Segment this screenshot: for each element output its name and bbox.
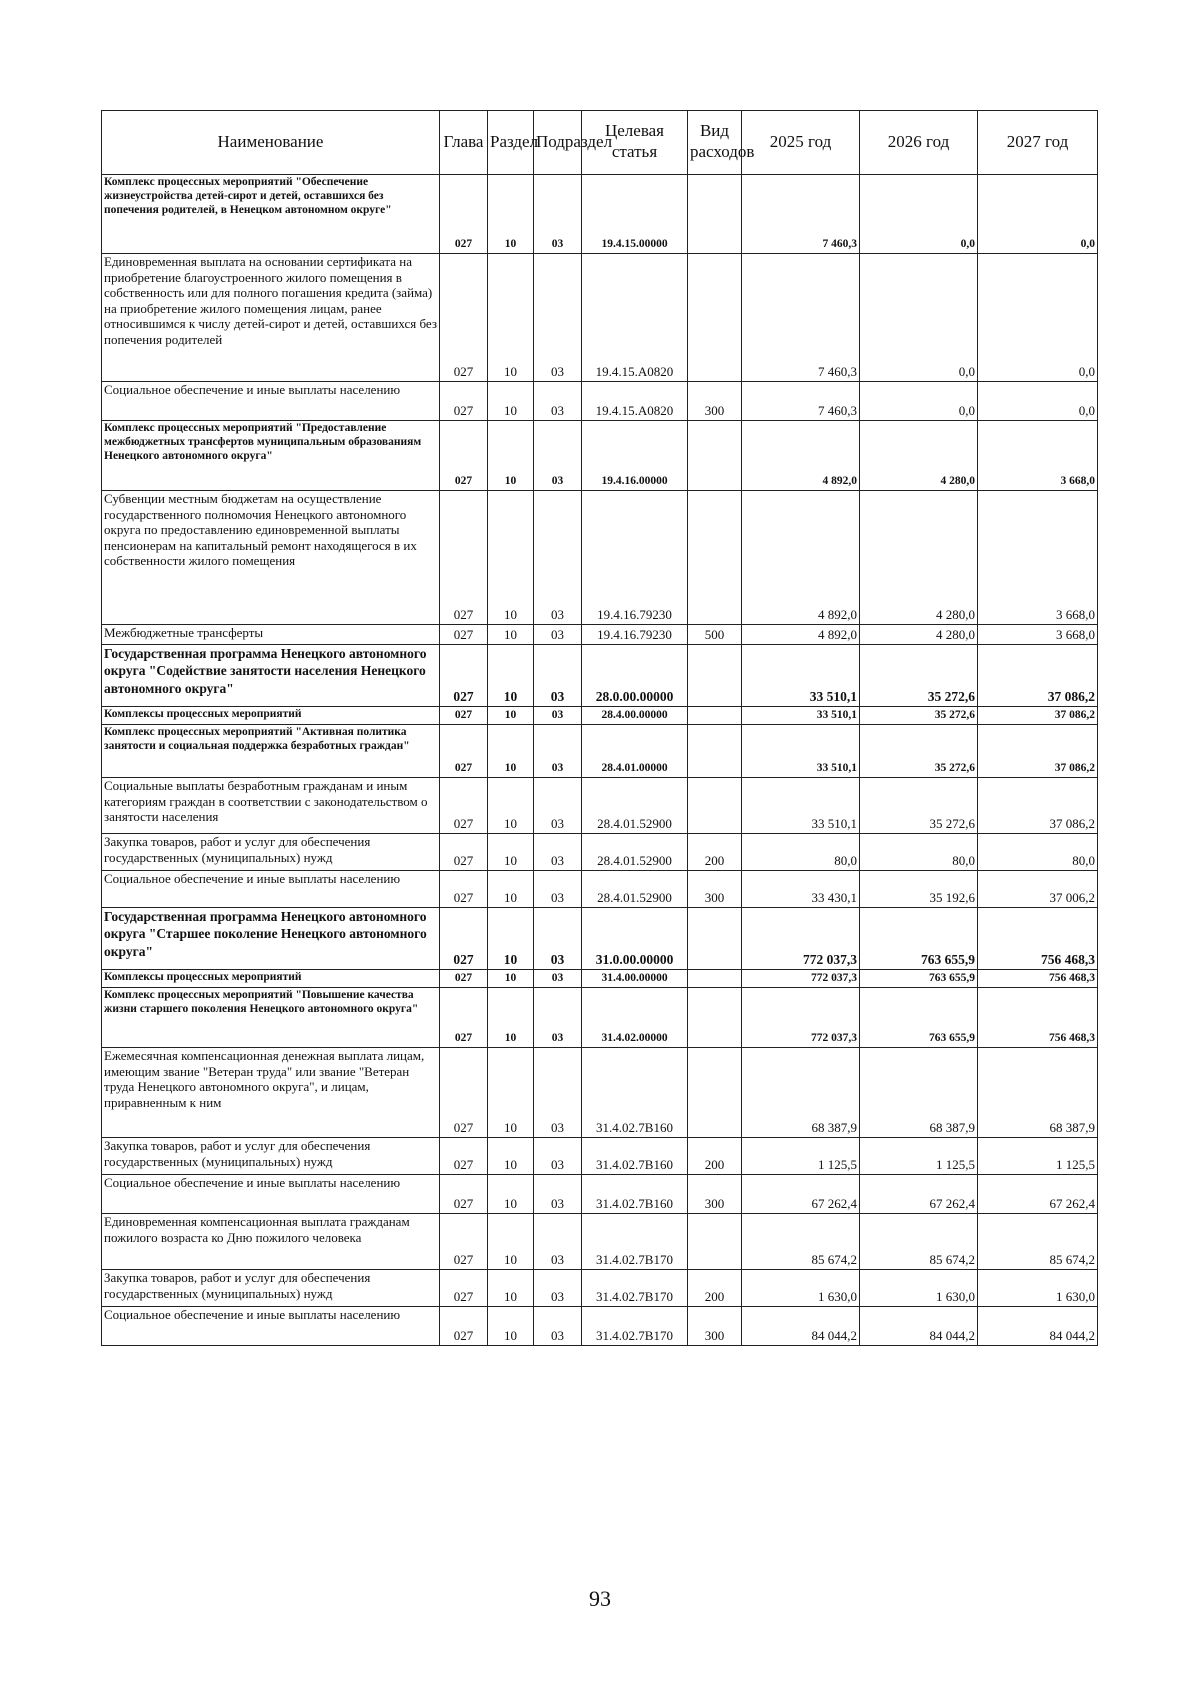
- row-target: 31.4.02.7В170: [582, 1214, 688, 1270]
- row-target: 19.4.15.А0820: [582, 382, 688, 421]
- row-chapter: 027: [440, 421, 488, 491]
- row-subsection: 03: [534, 707, 582, 725]
- row-name: Закупка товаров, работ и услуг для обеспечения государственных (муниципальных) нужд: [102, 834, 440, 871]
- row-name: Социальное обеспечение и иные выплаты населению: [102, 382, 440, 421]
- row-value-2027: 0,0: [978, 175, 1098, 254]
- row-chapter: 027: [440, 382, 488, 421]
- table-row: [102, 988, 1098, 1048]
- row-value-2027: 37 086,2: [978, 778, 1098, 834]
- table-row: [102, 645, 1098, 707]
- row-subsection: 03: [534, 645, 582, 707]
- row-subsection: 03: [534, 871, 582, 908]
- row-section: 10: [488, 382, 534, 421]
- row-subsection: 03: [534, 382, 582, 421]
- row-subsection: 03: [534, 778, 582, 834]
- row-subsection: 03: [534, 834, 582, 871]
- row-value-2027: 3 668,0: [978, 421, 1098, 491]
- row-value-2027: 85 674,2: [978, 1214, 1098, 1270]
- row-value-2026: 763 655,9: [860, 988, 978, 1048]
- row-name: Государственная программа Ненецкого автономного округа "Старшее поколение Ненецкого автономного округа": [102, 908, 440, 970]
- table-row: [102, 707, 1098, 725]
- row-target: 28.0.00.00000: [582, 645, 688, 707]
- row-chapter: 027: [440, 707, 488, 725]
- row-section: 10: [488, 1138, 534, 1175]
- row-target: 19.4.16.79230: [582, 625, 688, 645]
- header-2025: 2025 год: [742, 111, 860, 175]
- row-expense-type: [688, 491, 742, 625]
- row-target: 28.4.01.52900: [582, 834, 688, 871]
- row-subsection: 03: [534, 1307, 582, 1346]
- row-chapter: 027: [440, 1214, 488, 1270]
- row-value-2027: 756 468,3: [978, 988, 1098, 1048]
- header-section: Раздел: [488, 111, 534, 175]
- row-expense-type: [688, 175, 742, 254]
- row-subsection: 03: [534, 254, 582, 382]
- row-section: 10: [488, 725, 534, 778]
- row-chapter: 027: [440, 1270, 488, 1307]
- row-expense-type: 500: [688, 625, 742, 645]
- row-value-2025: 772 037,3: [742, 908, 860, 970]
- row-name: Комплекс процессных мероприятий "Активная политика занятости и социальная поддержка безработных граждан": [102, 725, 440, 778]
- row-value-2025: 772 037,3: [742, 988, 860, 1048]
- table-row: [102, 778, 1098, 834]
- row-expense-type: 300: [688, 1175, 742, 1214]
- page-number: 93: [589, 1586, 611, 1611]
- row-section: 10: [488, 834, 534, 871]
- row-expense-type: 300: [688, 382, 742, 421]
- row-value-2025: 1 125,5: [742, 1138, 860, 1175]
- row-subsection: 03: [534, 625, 582, 645]
- row-value-2026: 68 387,9: [860, 1048, 978, 1138]
- row-subsection: 03: [534, 908, 582, 970]
- row-value-2026: 35 272,6: [860, 707, 978, 725]
- row-name: Социальное обеспечение и иные выплаты населению: [102, 871, 440, 908]
- row-value-2026: 35 272,6: [860, 645, 978, 707]
- row-target: 28.4.01.00000: [582, 725, 688, 778]
- row-name: Субвенции местным бюджетам на осуществление государственного полномочия Ненецкого автономного округа по предоставлению единовременной выплаты пенсионерам на капитальный ремонт находящегося в их собственности жилого помещения: [102, 491, 440, 625]
- table-row: [102, 834, 1098, 871]
- row-expense-type: [688, 970, 742, 988]
- row-chapter: 027: [440, 778, 488, 834]
- row-target: 31.4.02.7В160: [582, 1048, 688, 1138]
- row-expense-type: [688, 645, 742, 707]
- row-subsection: 03: [534, 725, 582, 778]
- row-name: Закупка товаров, работ и услуг для обеспечения государственных (муниципальных) нужд: [102, 1270, 440, 1307]
- header-target: Целевая статья: [582, 111, 688, 175]
- row-value-2027: 3 668,0: [978, 491, 1098, 625]
- row-value-2026: 67 262,4: [860, 1175, 978, 1214]
- header-subsection: Подраздел: [534, 111, 582, 175]
- row-value-2027: 756 468,3: [978, 970, 1098, 988]
- row-value-2027: 67 262,4: [978, 1175, 1098, 1214]
- table-row: [102, 254, 1098, 382]
- row-target: 31.4.02.7В170: [582, 1307, 688, 1346]
- row-value-2025: 7 460,3: [742, 175, 860, 254]
- row-chapter: 027: [440, 625, 488, 645]
- row-value-2025: 33 510,1: [742, 725, 860, 778]
- row-value-2027: 0,0: [978, 254, 1098, 382]
- table-row: [102, 175, 1098, 254]
- row-value-2025: 7 460,3: [742, 254, 860, 382]
- row-value-2026: 0,0: [860, 254, 978, 382]
- row-expense-type: [688, 707, 742, 725]
- row-value-2027: 37 086,2: [978, 645, 1098, 707]
- row-value-2026: 4 280,0: [860, 625, 978, 645]
- table-row: [102, 382, 1098, 421]
- row-name: Комплексы процессных мероприятий: [102, 970, 440, 988]
- row-subsection: 03: [534, 1175, 582, 1214]
- row-target: 28.4.01.52900: [582, 778, 688, 834]
- table-row: [102, 625, 1098, 645]
- row-target: 31.0.00.00000: [582, 908, 688, 970]
- row-target: 28.4.00.00000: [582, 707, 688, 725]
- row-subsection: 03: [534, 1048, 582, 1138]
- row-name: Социальные выплаты безработным гражданам и иным категориям граждан в соответствии с законодательством о занятости населения: [102, 778, 440, 834]
- row-chapter: 027: [440, 725, 488, 778]
- row-expense-type: 300: [688, 871, 742, 908]
- row-section: 10: [488, 1048, 534, 1138]
- row-value-2025: 4 892,0: [742, 625, 860, 645]
- table-row: [102, 908, 1098, 970]
- row-value-2027: 84 044,2: [978, 1307, 1098, 1346]
- header-expense-type: Вид расходов: [688, 111, 742, 175]
- row-chapter: 027: [440, 908, 488, 970]
- row-subsection: 03: [534, 491, 582, 625]
- row-value-2026: 35 192,6: [860, 871, 978, 908]
- row-chapter: 027: [440, 871, 488, 908]
- row-chapter: 027: [440, 834, 488, 871]
- row-value-2026: 35 272,6: [860, 725, 978, 778]
- header-chapter: Глава: [440, 111, 488, 175]
- row-value-2025: 772 037,3: [742, 970, 860, 988]
- row-name: Ежемесячная компенсационная денежная выплата лицам, имеющим звание "Ветеран труда" или звание "Ветеран труда Ненецкого автономного округа", и лицам, приравненным к ним: [102, 1048, 440, 1138]
- table-row: [102, 1307, 1098, 1346]
- row-value-2026: 4 280,0: [860, 491, 978, 625]
- row-target: 19.4.16.00000: [582, 421, 688, 491]
- row-section: 10: [488, 491, 534, 625]
- row-section: 10: [488, 908, 534, 970]
- row-value-2027: 1 125,5: [978, 1138, 1098, 1175]
- row-value-2027: 68 387,9: [978, 1048, 1098, 1138]
- row-value-2025: 84 044,2: [742, 1307, 860, 1346]
- row-value-2025: 33 510,1: [742, 778, 860, 834]
- row-chapter: 027: [440, 970, 488, 988]
- row-expense-type: [688, 725, 742, 778]
- row-value-2026: 84 044,2: [860, 1307, 978, 1346]
- row-value-2027: 37 086,2: [978, 707, 1098, 725]
- row-expense-type: [688, 988, 742, 1048]
- row-value-2027: 37 086,2: [978, 725, 1098, 778]
- header-2026: 2026 год: [860, 111, 978, 175]
- row-section: 10: [488, 1270, 534, 1307]
- row-value-2026: 0,0: [860, 382, 978, 421]
- table-row: [102, 1175, 1098, 1214]
- budget-table: [101, 110, 1098, 1346]
- row-expense-type: 200: [688, 1270, 742, 1307]
- row-chapter: 027: [440, 1048, 488, 1138]
- row-section: 10: [488, 254, 534, 382]
- row-expense-type: [688, 1048, 742, 1138]
- row-chapter: 027: [440, 645, 488, 707]
- table-row: [102, 970, 1098, 988]
- table-row: [102, 871, 1098, 908]
- table-row: [102, 1048, 1098, 1138]
- row-subsection: 03: [534, 421, 582, 491]
- row-section: 10: [488, 421, 534, 491]
- row-value-2025: 4 892,0: [742, 421, 860, 491]
- row-value-2025: 7 460,3: [742, 382, 860, 421]
- row-expense-type: 200: [688, 1138, 742, 1175]
- row-value-2025: 67 262,4: [742, 1175, 860, 1214]
- row-target: 31.4.02.7В170: [582, 1270, 688, 1307]
- row-section: 10: [488, 645, 534, 707]
- table-row: [102, 421, 1098, 491]
- header-name: Наименование: [102, 111, 440, 175]
- row-value-2027: 756 468,3: [978, 908, 1098, 970]
- row-value-2027: 80,0: [978, 834, 1098, 871]
- row-expense-type: 300: [688, 1307, 742, 1346]
- row-value-2026: 1 630,0: [860, 1270, 978, 1307]
- row-value-2026: 763 655,9: [860, 908, 978, 970]
- row-value-2027: 3 668,0: [978, 625, 1098, 645]
- row-name: Единовременная компенсационная выплата гражданам пожилого возраста ко Дню пожилого человека: [102, 1214, 440, 1270]
- row-value-2025: 33 510,1: [742, 645, 860, 707]
- row-expense-type: [688, 1214, 742, 1270]
- row-value-2027: 1 630,0: [978, 1270, 1098, 1307]
- row-expense-type: [688, 421, 742, 491]
- table-header-row: [102, 111, 1098, 175]
- row-section: 10: [488, 871, 534, 908]
- row-value-2025: 68 387,9: [742, 1048, 860, 1138]
- row-section: 10: [488, 1175, 534, 1214]
- row-value-2025: 80,0: [742, 834, 860, 871]
- row-value-2026: 0,0: [860, 175, 978, 254]
- row-value-2027: 37 006,2: [978, 871, 1098, 908]
- row-subsection: 03: [534, 175, 582, 254]
- row-section: 10: [488, 625, 534, 645]
- row-target: 31.4.02.7В160: [582, 1138, 688, 1175]
- row-value-2025: 85 674,2: [742, 1214, 860, 1270]
- row-subsection: 03: [534, 970, 582, 988]
- row-value-2026: 85 674,2: [860, 1214, 978, 1270]
- row-name: Закупка товаров, работ и услуг для обеспечения государственных (муниципальных) нужд: [102, 1138, 440, 1175]
- table-row: [102, 1138, 1098, 1175]
- row-value-2026: 1 125,5: [860, 1138, 978, 1175]
- row-section: 10: [488, 1307, 534, 1346]
- row-section: 10: [488, 778, 534, 834]
- row-value-2026: 763 655,9: [860, 970, 978, 988]
- row-value-2025: 33 430,1: [742, 871, 860, 908]
- row-value-2027: 0,0: [978, 382, 1098, 421]
- header-2027: 2027 год: [978, 111, 1098, 175]
- row-section: 10: [488, 707, 534, 725]
- row-target: 31.4.00.00000: [582, 970, 688, 988]
- row-subsection: 03: [534, 988, 582, 1048]
- row-target: 19.4.15.00000: [582, 175, 688, 254]
- row-name: Социальное обеспечение и иные выплаты населению: [102, 1307, 440, 1346]
- row-value-2025: 1 630,0: [742, 1270, 860, 1307]
- row-subsection: 03: [534, 1270, 582, 1307]
- table-row: [102, 1270, 1098, 1307]
- row-target: 19.4.16.79230: [582, 491, 688, 625]
- row-name: Государственная программа Ненецкого автономного округа "Содействие занятости населения Ненецкого автономного округа": [102, 645, 440, 707]
- row-subsection: 03: [534, 1214, 582, 1270]
- row-expense-type: 200: [688, 834, 742, 871]
- table-row: [102, 725, 1098, 778]
- row-target: 31.4.02.7В160: [582, 1175, 688, 1214]
- row-target: 31.4.02.00000: [582, 988, 688, 1048]
- row-expense-type: [688, 254, 742, 382]
- row-name: Межбюджетные трансферты: [102, 625, 440, 645]
- row-expense-type: [688, 908, 742, 970]
- row-chapter: 027: [440, 175, 488, 254]
- row-value-2025: 33 510,1: [742, 707, 860, 725]
- row-chapter: 027: [440, 1138, 488, 1175]
- row-target: 28.4.01.52900: [582, 871, 688, 908]
- row-name: Социальное обеспечение и иные выплаты населению: [102, 1175, 440, 1214]
- row-target: 19.4.15.А0820: [582, 254, 688, 382]
- table-row: [102, 491, 1098, 625]
- row-section: 10: [488, 970, 534, 988]
- row-name: Комплексы процессных мероприятий: [102, 707, 440, 725]
- row-chapter: 027: [440, 254, 488, 382]
- row-name: Единовременная выплата на основании сертификата на приобретение благоустроенного жилого помещения в собственность или для полного погашения кредита (займа) на приобретение жилого помещения лицам, ранее относившимся к числу детей-сирот и детей, оставшихся без попечения родителей: [102, 254, 440, 382]
- row-chapter: 027: [440, 491, 488, 625]
- row-value-2026: 4 280,0: [860, 421, 978, 491]
- row-value-2025: 4 892,0: [742, 491, 860, 625]
- row-chapter: 027: [440, 1307, 488, 1346]
- row-section: 10: [488, 988, 534, 1048]
- row-chapter: 027: [440, 988, 488, 1048]
- row-subsection: 03: [534, 1138, 582, 1175]
- row-section: 10: [488, 175, 534, 254]
- row-value-2026: 80,0: [860, 834, 978, 871]
- table-row: [102, 1214, 1098, 1270]
- row-value-2026: 35 272,6: [860, 778, 978, 834]
- row-chapter: 027: [440, 1175, 488, 1214]
- row-expense-type: [688, 778, 742, 834]
- row-name: Комплекс процессных мероприятий "Повышение качества жизни старшего поколения Ненецкого автономного округа": [102, 988, 440, 1048]
- row-name: Комплекс процессных мероприятий "Предоставление межбюджетных трансфертов муниципальным образованиям Ненецкого автономного округа": [102, 421, 440, 491]
- row-section: 10: [488, 1214, 534, 1270]
- row-name: Комплекс процессных мероприятий "Обеспечение жизнеустройства детей-сирот и детей, оставшихся без попечения родителей, в Ненецком автономном округе": [102, 175, 440, 254]
